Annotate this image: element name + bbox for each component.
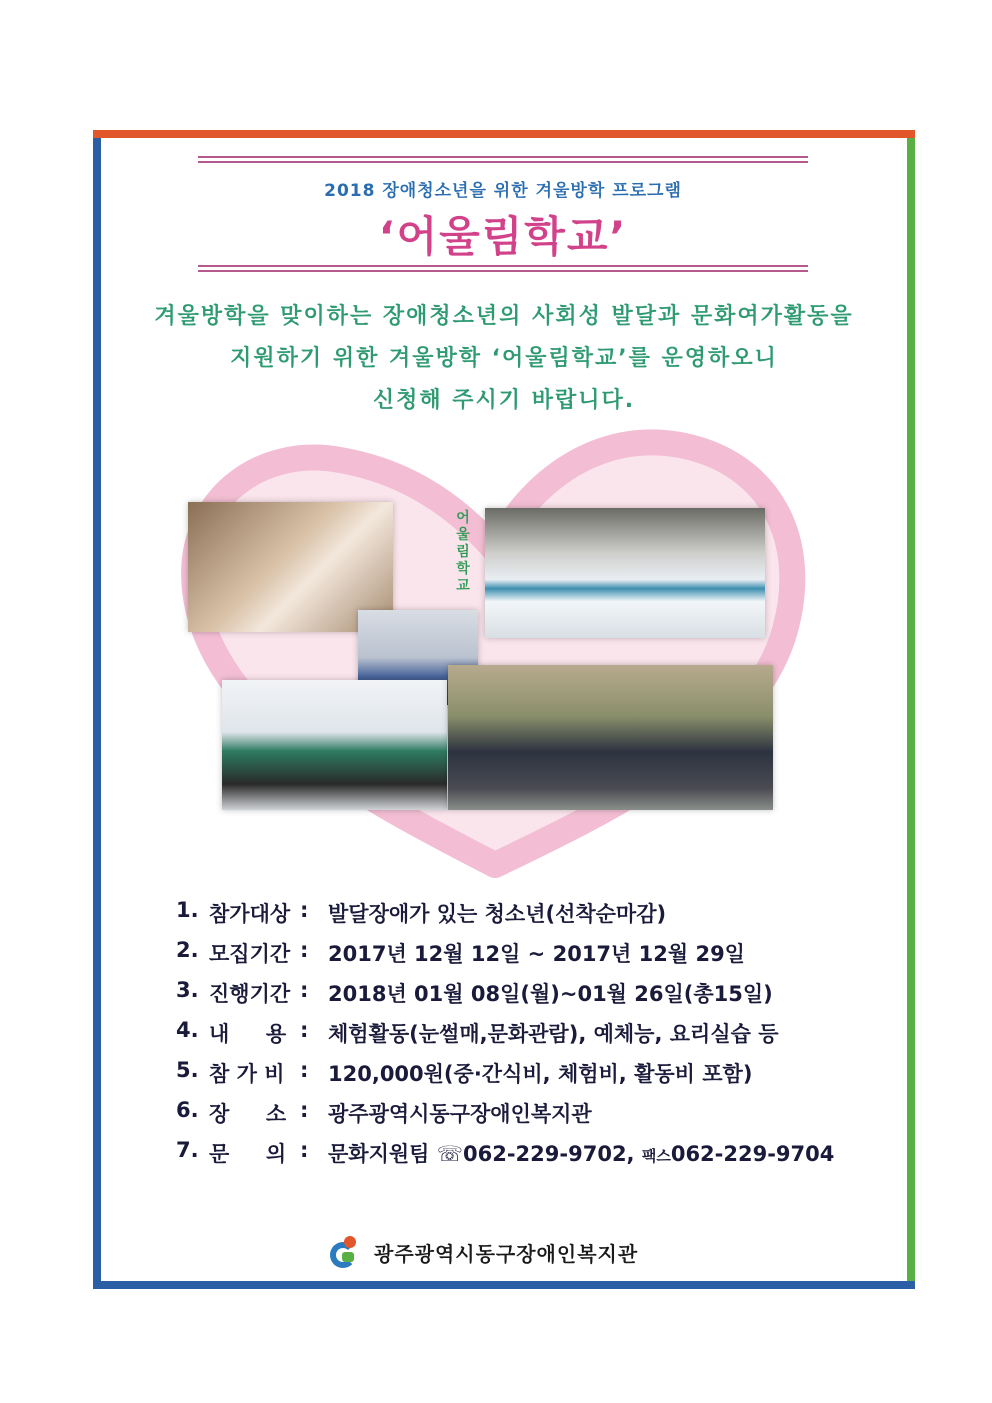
photo-snow-walk	[222, 680, 447, 810]
detail-value: 2018년 01월 08일(월)~01월 26일(총15일)	[328, 982, 773, 1006]
header-rule-top	[198, 156, 808, 158]
detail-row	[176, 938, 896, 978]
detail-value: 2017년 12월 12일 ~ 2017년 12월 29일	[328, 942, 745, 966]
detail-number: 6.	[176, 1098, 199, 1122]
detail-key: 문 의	[209, 1142, 287, 1166]
detail-number: 7.	[176, 1138, 199, 1162]
detail-number: 3.	[176, 978, 199, 1002]
header-rule-bottom	[198, 265, 808, 267]
detail-colon: :	[300, 978, 309, 1002]
detail-colon: :	[300, 1058, 309, 1082]
detail-key: 장 소	[209, 1102, 287, 1126]
detail-number: 2.	[176, 938, 199, 962]
header-rule-bottom-inner	[198, 270, 808, 272]
intro-line: 신청해 주시기 바랍니다.	[372, 388, 636, 413]
photo-group-museum	[448, 665, 773, 810]
detail-value: 120,000원(중·간식비, 체험비, 활동비 포함)	[328, 1062, 753, 1086]
detail-row	[176, 1018, 896, 1058]
collage-label: 어울림학교	[456, 510, 470, 594]
organization-logo-icon	[330, 1234, 366, 1270]
frame-top-border	[93, 130, 915, 138]
frame-bottom-border	[93, 1281, 915, 1289]
footer	[330, 1232, 638, 1272]
intro-line: 지원하기 위한 겨울방학 ‘어울림학교’를 운영하오니	[230, 346, 778, 371]
detail-row	[176, 898, 896, 938]
contact-phone: 문화지원팀 ☏062-229-9702,	[328, 1142, 635, 1166]
detail-colon: :	[300, 1098, 309, 1122]
detail-key: 참가대상	[209, 902, 291, 926]
detail-key: 진행기간	[209, 982, 291, 1006]
detail-value	[328, 1138, 834, 1168]
photo-collage	[170, 420, 820, 890]
detail-colon: :	[300, 1018, 309, 1042]
detail-value: 발달장애가 있는 청소년(선착순마감)	[328, 902, 667, 926]
detail-row	[176, 1098, 896, 1138]
heart-shape	[170, 420, 820, 890]
program-subtitle: 2018 장애청소년을 위한 겨울방학 프로그램	[324, 181, 682, 201]
frame-right-border	[907, 138, 915, 1288]
program-details	[176, 898, 896, 1178]
detail-value: 체험활동(눈썰매,문화관람), 예체능, 요리실습 등	[328, 1022, 779, 1046]
detail-colon: :	[300, 1138, 309, 1162]
detail-number: 5.	[176, 1058, 199, 1082]
detail-key: 참 가 비	[209, 1062, 285, 1086]
program-title: ‘어울림학교’	[378, 212, 628, 261]
header-rule-top-inner	[198, 161, 808, 163]
contact-fax: 062-229-9704	[670, 1142, 835, 1166]
photo-snow-sled	[485, 508, 765, 638]
detail-row	[176, 1058, 896, 1098]
fax-label: 팩스	[641, 1147, 671, 1165]
detail-key: 내 용	[209, 1022, 287, 1046]
detail-row	[176, 978, 896, 1018]
detail-number: 1.	[176, 898, 199, 922]
detail-number: 4.	[176, 1018, 199, 1042]
intro-line: 겨울방학을 맞이하는 장애청소년의 사회성 발달과 문화여가활동을	[154, 304, 854, 329]
organization-name: 광주광역시동구장애인복지관	[374, 1241, 639, 1266]
detail-colon: :	[300, 938, 309, 962]
detail-colon: :	[300, 898, 309, 922]
detail-key: 모집기간	[209, 942, 291, 966]
frame-left-border	[93, 138, 101, 1288]
detail-row	[176, 1138, 896, 1178]
detail-value: 광주광역시동구장애인복지관	[328, 1102, 592, 1126]
intro-text	[101, 296, 907, 422]
